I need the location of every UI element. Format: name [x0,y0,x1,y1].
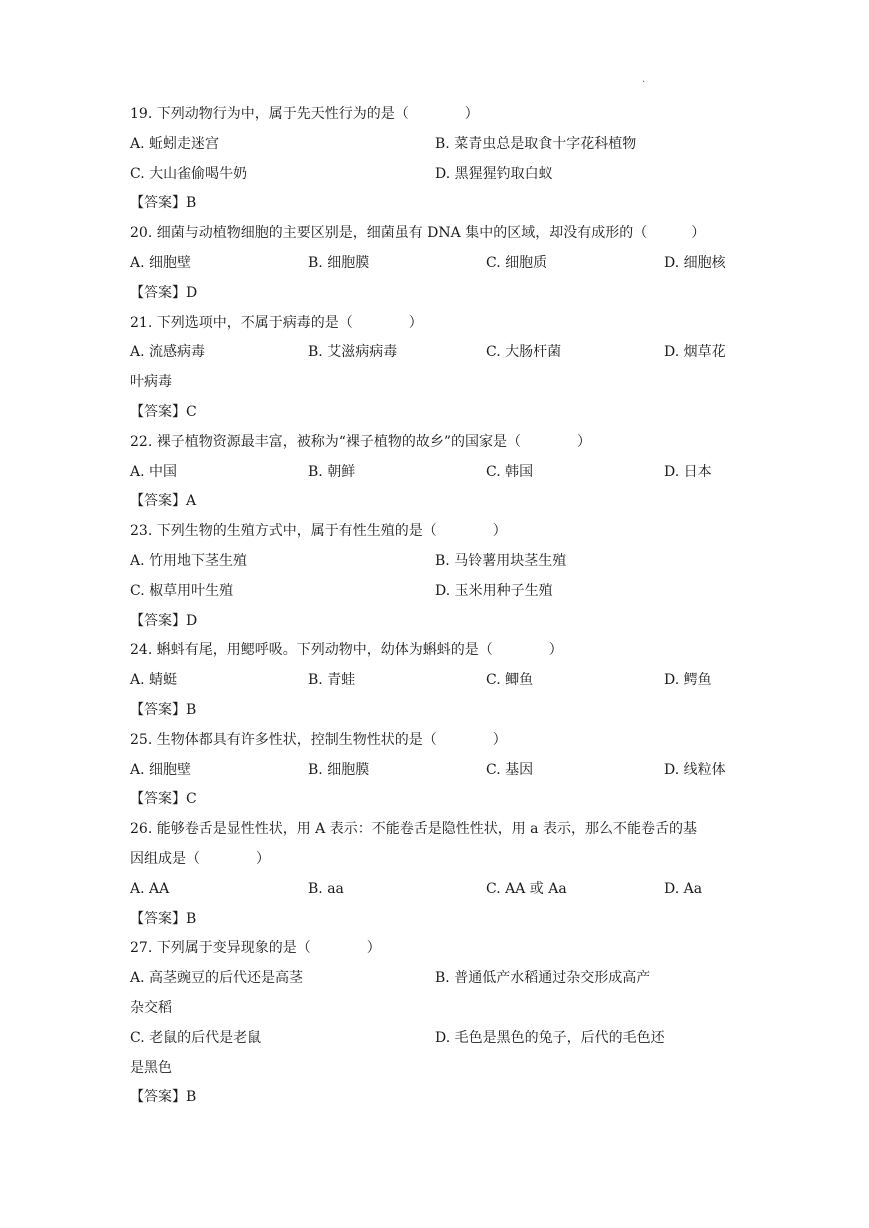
question-19-options [130,130,740,160]
option-d[interactable]: D. 鳄鱼 [664,672,712,689]
option-a[interactable]: A. 中国 [130,463,178,480]
question-25-stem: 25. 生物体都具有许多性状，控制生物性状的是（ ） [130,731,507,748]
option-d[interactable]: D. 日本 [664,463,712,480]
option-c[interactable]: C. 韩国 [486,463,534,480]
option-d[interactable]: D. Aa [664,880,703,897]
option-d-wrap: 是黑色 [130,1059,172,1076]
question-23-options [130,547,740,577]
page-dot: . [642,74,646,85]
answer-26: 【答案】B [130,910,197,927]
question-27-options-2 [130,1024,740,1054]
question-list [130,100,740,1113]
question-25-options [130,756,740,786]
option-d[interactable]: D. 玉米用种子生殖 [435,582,553,599]
answer-27: 【答案】B [130,1089,197,1106]
option-b[interactable]: B. 菜青虫总是取食十字花科植物 [435,135,637,152]
question-20-stem: 20. 细菌与动植物细胞的主要区别是，细菌虽有 DNA 集中的区域，却没有成形的（ ） [130,225,706,242]
option-a[interactable]: A. 蚯蚓走迷宫 [130,135,220,152]
option-a[interactable]: A. 细胞壁 [130,254,192,271]
option-b-wrap: 杂交稻 [130,999,172,1016]
answer-21: 【答案】C [130,403,197,420]
option-c[interactable]: C. 鲫鱼 [486,672,534,689]
question-21-options [130,338,740,368]
question-26-options [130,875,740,905]
question-26-stem-wrap: 因组成是（ ） [130,850,270,867]
option-c[interactable]: C. 大肠杆菌 [486,344,562,361]
option-d[interactable]: D. 细胞核 [664,254,726,271]
option-a[interactable]: A. 流感病毒 [130,344,206,361]
option-a[interactable]: A. 蜻蜓 [130,672,178,689]
question-22-stem: 22. 裸子植物资源最丰富，被称为“裸子植物的故乡”的国家是（ ） [130,433,592,450]
option-b[interactable]: B. 朝鲜 [308,463,356,480]
option-b[interactable]: B. 青蛙 [308,672,356,689]
answer-25: 【答案】C [130,791,197,808]
question-19-stem: 19. 下列动物行为中，属于先天性行为的是（ ） [130,106,479,122]
option-a[interactable]: A. AA [130,880,170,897]
question-24-stem: 24. 蝌蚪有尾，用鳃呼吸。下列动物中，幼体为蝌蚪的是（ ） [130,642,563,659]
option-c[interactable]: C. 大山雀偷喝牛奶 [130,165,248,182]
question-20-options [130,249,740,279]
question-23-options-2 [130,577,740,607]
option-a[interactable]: A. 竹用地下茎生殖 [130,552,248,569]
question-26-stem: 26. 能够卷舌是显性性状，用 A 表示：不能卷舌是隐性性状，用 a 表示，那么不能卷舌的基 [130,821,697,838]
option-b[interactable]: B. aa [308,880,344,897]
question-24-options [130,666,740,696]
question-23-stem: 23. 下列生物的生殖方式中，属于有性生殖的是（ ） [130,523,507,540]
option-b[interactable]: B. 艾滋病病毒 [308,344,398,361]
option-a[interactable]: A. 细胞壁 [130,761,192,778]
option-c[interactable]: C. 细胞质 [486,254,548,271]
option-d[interactable]: D. 线粒体 [664,761,726,778]
option-b[interactable]: B. 细胞膜 [308,254,370,271]
option-d[interactable]: D. 毛色是黑色的兔子，后代的毛色还 [435,1029,665,1046]
question-19-options-2 [130,160,740,190]
option-c[interactable]: C. 老鼠的后代是老鼠 [130,1029,262,1046]
answer-19: 【答案】B [130,195,197,212]
answer-20: 【答案】D [130,284,198,301]
question-21-stem: 21. 下列选项中，不属于病毒的是（ ） [130,314,423,331]
option-c[interactable]: C. 基因 [486,761,534,778]
question-27-stem: 27. 下列属于变异现象的是（ ） [130,940,381,957]
question-22-options [130,458,740,488]
option-b[interactable]: B. 马铃薯用块茎生殖 [435,552,567,569]
answer-24: 【答案】B [130,701,197,718]
option-d-wrap: 叶病毒 [130,374,172,391]
option-c[interactable]: C. AA 或 Aa [486,880,567,897]
option-b[interactable]: B. 普通低产水稻通过杂交形成高产 [435,970,651,987]
answer-22: 【答案】A [130,493,197,510]
option-b[interactable]: B. 细胞膜 [308,761,370,778]
option-d[interactable]: D. 烟草花 [664,344,726,361]
option-a[interactable]: A. 高茎豌豆的后代还是高茎 [130,970,304,987]
option-d[interactable]: D. 黑猩猩钓取白蚁 [435,165,553,182]
answer-23: 【答案】D [130,612,198,629]
option-c[interactable]: C. 椒草用叶生殖 [130,582,234,599]
question-27-options [130,964,740,994]
